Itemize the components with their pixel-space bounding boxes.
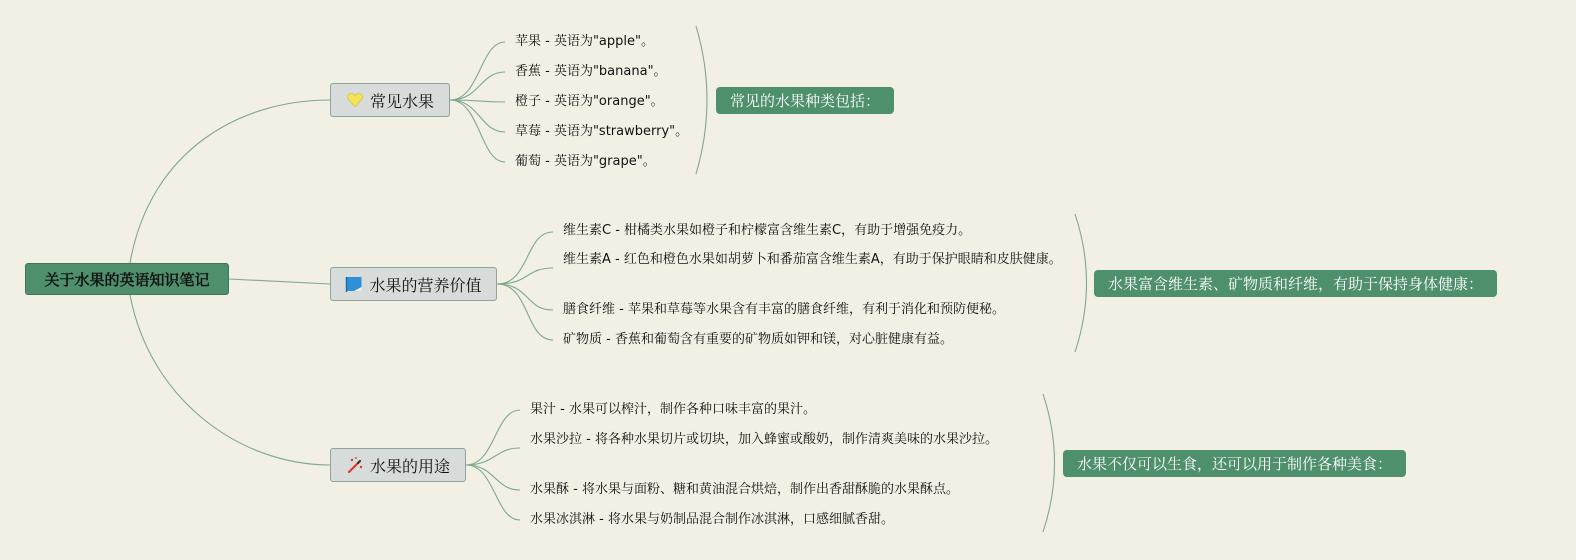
link-root-branch2 bbox=[229, 279, 330, 284]
leaf-item[interactable]: 苹果 - 英语为"apple"。 bbox=[515, 34, 654, 49]
link-b1-leaf1 bbox=[450, 42, 505, 100]
link-b3-leaf4 bbox=[466, 465, 520, 520]
link-b2-leaf4 bbox=[497, 284, 553, 340]
link-b3-leaf1 bbox=[466, 410, 520, 465]
bracket-2 bbox=[1075, 214, 1087, 352]
leaf-item[interactable]: 香蕉 - 英语为"banana"。 bbox=[515, 64, 667, 79]
leaf-item[interactable]: 维生素A - 红色和橙色水果如胡萝卜和番茄富含维生素A，有助于保护眼睛和皮肤健康。 bbox=[563, 252, 1062, 267]
link-b3-leaf3 bbox=[466, 465, 520, 490]
leaf-item[interactable]: 果汁 - 水果可以榨汁，制作各种口味丰富的果汁。 bbox=[530, 402, 816, 417]
bracket-1 bbox=[696, 26, 707, 174]
heart-icon bbox=[346, 91, 364, 109]
summary-label: 水果不仅可以生食，还可以用于制作各种美食： bbox=[1077, 455, 1393, 473]
flag-icon bbox=[345, 275, 363, 293]
branch-uses[interactable] bbox=[330, 448, 466, 482]
link-root-branch1 bbox=[130, 100, 330, 263]
bracket-3 bbox=[1043, 394, 1055, 532]
branch-common-fruits[interactable] bbox=[330, 83, 450, 117]
leaf-item[interactable]: 水果沙拉 - 将各种水果切片或切块，加入蜂蜜或酸奶，制作清爽美味的水果沙拉。 bbox=[530, 432, 998, 447]
leaf-item[interactable]: 草莓 - 英语为"strawberry"。 bbox=[515, 124, 689, 139]
summary-common-fruits[interactable] bbox=[716, 87, 894, 114]
branch-label: 常见水果 bbox=[369, 91, 434, 111]
link-root-branch3 bbox=[130, 295, 330, 465]
leaf-item[interactable]: 橙子 - 英语为"orange"。 bbox=[515, 94, 664, 109]
link-b2-leaf3 bbox=[497, 284, 553, 310]
branch-nutrition[interactable] bbox=[330, 267, 497, 301]
link-b2-leaf2 bbox=[497, 268, 553, 284]
link-b3-leaf2 bbox=[466, 448, 520, 465]
leaf-item[interactable]: 矿物质 - 香蕉和葡萄含有重要的矿物质如钾和镁，对心脏健康有益。 bbox=[563, 332, 953, 347]
summary-label: 常见的水果种类包括： bbox=[730, 92, 881, 110]
link-b2-leaf1 bbox=[497, 232, 553, 284]
leaf-item[interactable]: 水果酥 - 将水果与面粉、糖和黄油混合烘焙，制作出香甜酥脆的水果酥点。 bbox=[530, 482, 959, 497]
root-topic-label: 关于水果的英语知识笔记 bbox=[44, 270, 210, 289]
magic-wand-icon bbox=[346, 456, 364, 474]
summary-uses[interactable] bbox=[1063, 450, 1406, 477]
leaf-item[interactable]: 膳食纤维 - 苹果和草莓等水果含有丰富的膳食纤维，有利于消化和预防便秘。 bbox=[563, 302, 1005, 317]
root-topic[interactable] bbox=[25, 263, 229, 295]
branch-label: 水果的营养价值 bbox=[369, 275, 482, 295]
leaf-item[interactable]: 水果冰淇淋 - 将水果与奶制品混合制作冰淇淋，口感细腻香甜。 bbox=[530, 512, 894, 527]
summary-label: 水果富含维生素、矿物质和纤维，有助于保持身体健康： bbox=[1108, 275, 1484, 293]
branch-label: 水果的用途 bbox=[369, 456, 450, 476]
leaf-item[interactable]: 葡萄 - 英语为"grape"。 bbox=[515, 154, 656, 169]
link-b1-leaf2 bbox=[450, 72, 505, 100]
leaf-item[interactable]: 维生素C - 柑橘类水果如橙子和柠檬富含维生素C，有助于增强免疫力。 bbox=[563, 223, 972, 238]
summary-nutrition[interactable] bbox=[1094, 270, 1497, 297]
